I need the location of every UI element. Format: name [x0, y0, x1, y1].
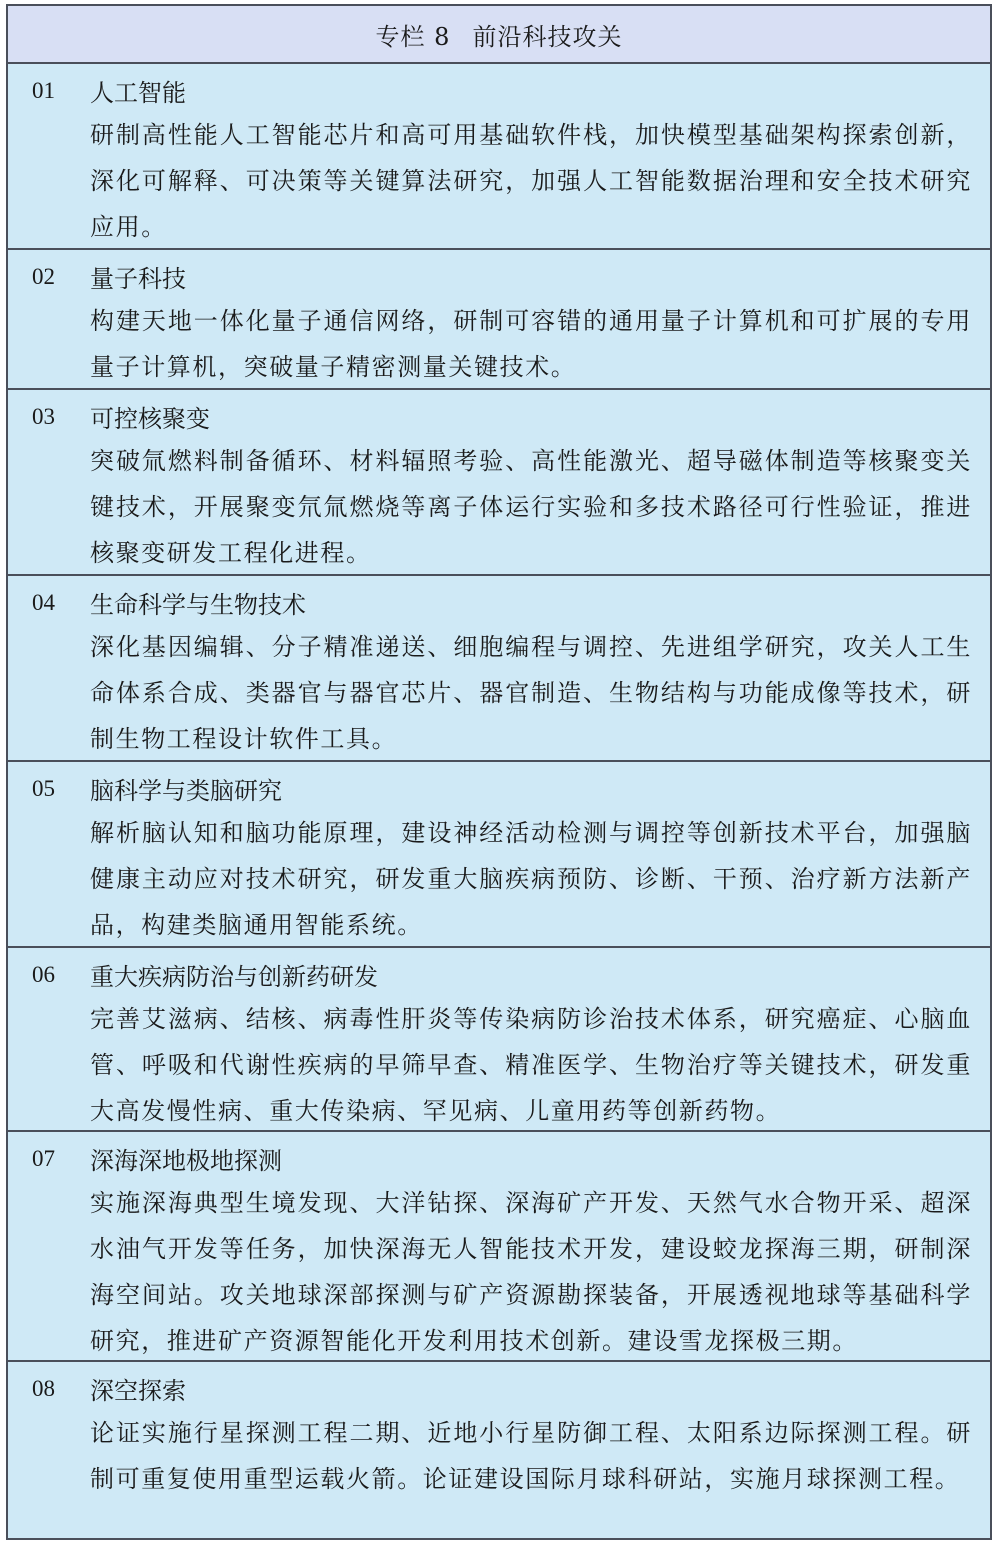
special-column-panel	[6, 4, 992, 1540]
section-title: 可控核聚变	[90, 405, 210, 433]
section-title: 脑科学与类脑研究	[90, 777, 282, 805]
section-body: 实施深海典型生境发现、大洋钻探、深海矿产开发、天然气水合物开采、超深水油气开发等任务，加快深海无人智能技术开发，建设蛟龙探海三期，研制深海空间站。攻关地球深部探测与矿产资源勘探装备，开展透视地球等基础科学研究，推进矿产资源智能化开发利用技术创新。建设雪龙探极三期。	[90, 1189, 972, 1355]
section-body: 深化基因编辑、分子精准递送、细胞编程与调控、先进组学研究，攻关人工生命体系合成、类器官与器官芯片、器官制造、生物结构与功能成像等技术，研制生物工程设计软件工具。	[90, 633, 972, 753]
section-life-science	[8, 576, 990, 762]
section-number: 06	[32, 962, 55, 987]
section-number: 08	[32, 1376, 55, 1401]
section-title: 重大疾病防治与创新药研发	[90, 963, 378, 991]
section-title: 深空探索	[90, 1377, 186, 1405]
section-body: 解析脑认知和脑功能原理，建设神经活动检测与调控等创新技术平台，加强脑健康主动应对技术研究，研发重大脑疾病预防、诊断、干预、治疗新方法新产品，构建类脑通用智能系统。	[90, 819, 972, 939]
section-title: 深海深地极地探测	[90, 1147, 282, 1175]
section-number: 01	[32, 78, 55, 103]
column-title: 前沿科技攻关	[472, 22, 623, 51]
section-body: 论证实施行星探测工程二期、近地小行星防御工程、太阳系边际探测工程。研制可重复使用重型运载火箭。论证建设国际月球科研站，实施月球探测工程。	[90, 1419, 972, 1493]
section-body: 完善艾滋病、结核、病毒性肝炎等传染病防诊治技术体系，研究癌症、心脑血管、呼吸和代谢性疾病的早筛早查、精准医学、生物治疗等关键技术，研发重大高发慢性病、重大传染病、罕见病、儿童用药等创新药物。	[90, 1005, 972, 1125]
section-title: 生命科学与生物技术	[90, 591, 306, 619]
section-title: 量子科技	[90, 265, 186, 293]
column-header	[8, 6, 990, 64]
section-quantum	[8, 250, 990, 390]
section-number: 03	[32, 404, 55, 429]
section-disease-drugs	[8, 948, 990, 1132]
section-body: 研制高性能人工智能芯片和高可用基础软件栈，加快模型基础架构探索创新，深化可解释、可决策等关键算法研究，加强人工智能数据治理和安全技术研究应用。	[90, 121, 972, 241]
section-number: 02	[32, 264, 55, 289]
column-label: 专栏 8	[375, 22, 451, 51]
section-fusion	[8, 390, 990, 576]
section-deep-sea-polar	[8, 1132, 990, 1362]
section-brain-science	[8, 762, 990, 948]
section-deep-space	[8, 1362, 990, 1542]
section-ai	[8, 64, 990, 250]
section-number: 07	[32, 1146, 55, 1171]
section-title: 人工智能	[90, 79, 186, 107]
section-number: 05	[32, 776, 55, 801]
section-body: 突破氚燃料制备循环、材料辐照考验、高性能激光、超导磁体制造等核聚变关键技术，开展聚变氘氚燃烧等离子体运行实验和多技术路径可行性验证，推进核聚变研发工程化进程。	[90, 447, 972, 567]
section-number: 04	[32, 590, 55, 615]
section-body: 构建天地一体化量子通信网络，研制可容错的通用量子计算机和可扩展的专用量子计算机，突破量子精密测量关键技术。	[90, 307, 972, 381]
